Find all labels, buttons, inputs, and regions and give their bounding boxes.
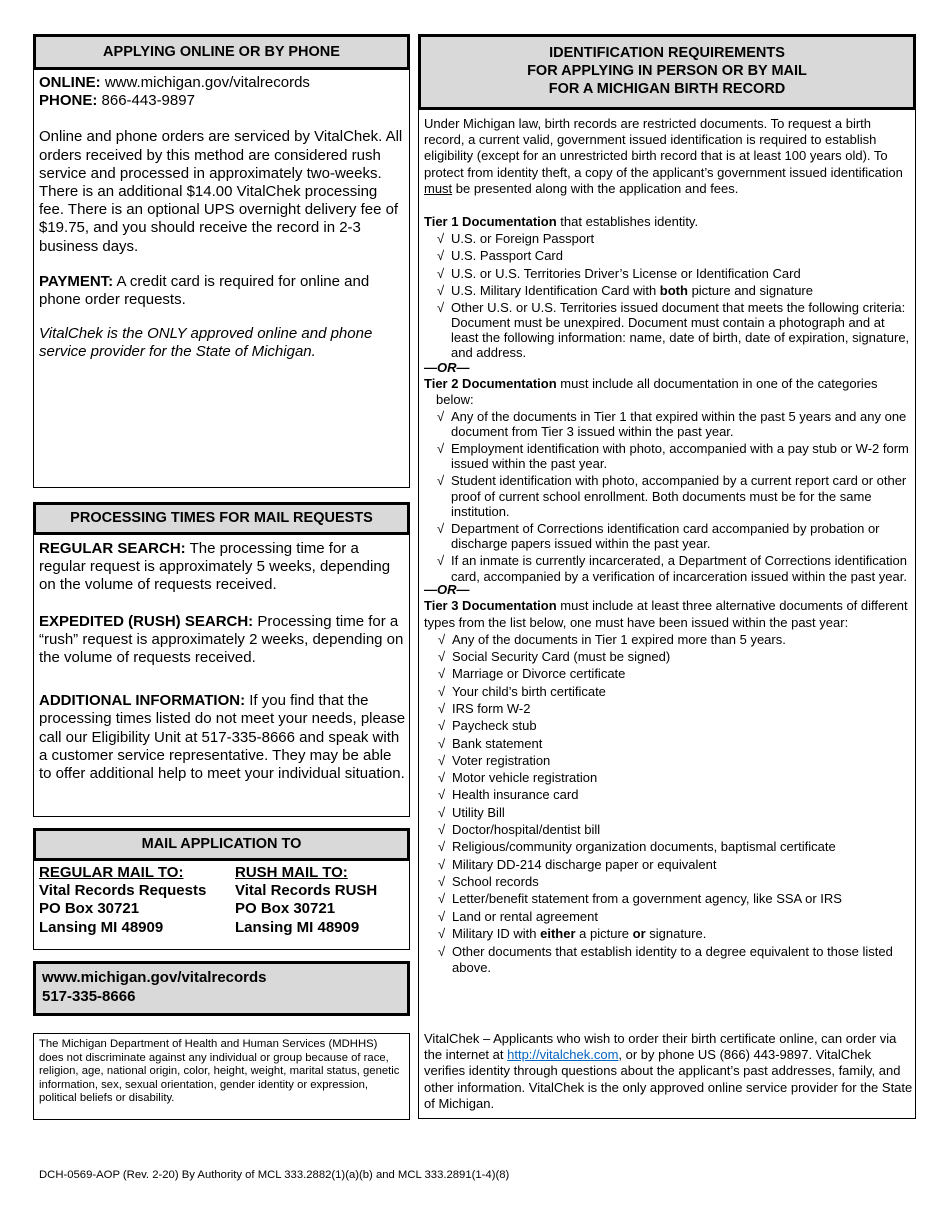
vitalchek-note: VitalChek is the ONLY approved online and phone service provider for the State of Michigan. (39, 325, 373, 361)
list-item: √ Department of Corrections identification card accompanied by probation or discharge papers issued within the past year. (437, 520, 880, 552)
list-item: √ Voter registration (438, 752, 551, 768)
additional-info-label: ADDITIONAL INFORMATION: (39, 692, 246, 710)
list-item: √ Doctor/hospital/dentist bill (438, 822, 601, 838)
online-section-title: APPLYING ONLINE OR BY PHONE (33, 34, 410, 70)
checkmark-icon: √ (438, 735, 446, 751)
tier1-other-item: √ Other U.S. or U.S. Territories issued document that meets the following criteria: Document must be unexpired. Document must contain a photograph and at least the following information: name, date of birth, date of expiration, signature, and address. (437, 300, 910, 361)
checkmark-icon: √ (438, 700, 446, 716)
list-item: √ Letter/benefit statement from a government agency, like SSA or IRS (438, 891, 842, 907)
checkmark-icon: √ (438, 787, 446, 803)
tier1-heading: Tier 1 Documentation that establishes identity. (424, 214, 699, 230)
checkmark-icon: √ (438, 839, 446, 855)
online-section-body (39, 74, 403, 362)
nondiscrimination-text: The Michigan Department of Health and Human Services (MDHHS) does not discriminate against any individual or group because of race, religion, age, national origin, color, height, weight, marital status, genetic information, sex, sexual orientation, gender identity or expression, political beliefs or disability. (39, 1038, 400, 1105)
checkmark-icon: √ (437, 520, 445, 536)
checkmark-icon: √ (438, 873, 446, 889)
regular-search-label: REGULAR SEARCH: (39, 540, 186, 557)
or-divider: —OR— (424, 582, 470, 598)
checkmark-icon: √ (438, 856, 446, 872)
form-footer: DCH-0569-AOP (Rev. 2-20) By Authority of MCL 333.2882(1)(a)(b) and MCL 333.2891(1-4)(8) (39, 1169, 510, 1181)
checkmark-icon: √ (438, 770, 446, 786)
checkmark-icon: √ (437, 408, 445, 424)
list-item: √ Utility Bill (438, 804, 505, 820)
payment-text: A credit card is required for online and phone order requests. (39, 272, 370, 309)
checkmark-icon: √ (438, 822, 446, 838)
list-item: √ Religious/community organization documents, baptismal certificate (438, 839, 836, 855)
processing-section-title: PROCESSING TIMES FOR MAIL REQUESTS (33, 502, 410, 535)
vitalchek-link[interactable]: http://vitalchek.com (507, 1047, 619, 1063)
list-item: √ Social Security Card (must be signed) (438, 649, 671, 665)
list-item: √ Land or rental agreement (438, 908, 598, 924)
rush-mail-heading: RUSH MAIL TO: (235, 864, 348, 881)
list-item: √ Paycheck stub (438, 718, 537, 734)
checkmark-icon: √ (438, 908, 446, 924)
checkmark-icon: √ (438, 891, 446, 907)
checkmark-icon: √ (437, 248, 445, 264)
processing-section-body (39, 540, 406, 783)
checkmark-icon: √ (438, 666, 446, 682)
tier2-list (424, 409, 912, 585)
list-item: √ Motor vehicle registration (438, 770, 598, 786)
identification-body (424, 116, 912, 976)
contact-phone: 517-335-8666 (42, 988, 136, 1005)
or-divider: —OR— (424, 360, 470, 376)
list-item: √ Your child’s birth certificate (438, 683, 606, 699)
checkmark-icon: √ (438, 718, 446, 734)
list-item: √ Employment identification with photo, accompanied with a pay stub or W-2 form issued within the past year. (437, 440, 909, 472)
list-item: √ Any of the documents in Tier 1 expired more than 5 years. (438, 631, 786, 647)
checkmark-icon: √ (437, 265, 445, 281)
tier3-military-item: √ Military ID with either a picture or signature. (438, 925, 707, 941)
list-item: √ If an inmate is currently incarcerated, a Department of Corrections identification card, accompanied by a verification of incarceration issued within the past year. (437, 552, 907, 584)
list-item: √ Student identification with photo, accompanied by a current report card or other proof of current school enrollment. Both documents must be for the same institution. (437, 473, 907, 520)
contact-box (33, 961, 410, 1016)
list-item: √ Bank statement (438, 735, 543, 751)
list-item: √ IRS form W-2 (438, 700, 531, 716)
checkmark-icon: √ (437, 440, 445, 456)
regular-search-text: The processing time for a regular request is approximately 5 weeks, depending on the volume of requests received. (39, 540, 391, 594)
vitalchek-paragraph: VitalChek – Applicants who wish to order their birth certificate online, can order via the internet at http://vitalchek.com, or by phone US (866) 443-9897. VitalChek verifies identity through questions about the applicant’s past addresses, family, and other information. VitalChek is the only approved online service provider for the State of Michigan. (424, 1031, 913, 1111)
online-url: www.michigan.gov/vitalrecords (104, 74, 310, 91)
expedited-search-text: Processing time for a “rush” request is approximately 2 weeks, depending on the volume of requests received. (39, 612, 404, 667)
checkmark-icon: √ (438, 752, 446, 768)
checkmark-icon: √ (438, 631, 446, 647)
identification-section-title: IDENTIFICATION REQUIREMENTS FOR APPLYING IN PERSON OR BY MAIL FOR A MICHIGAN BIRTH RECORD (418, 34, 916, 110)
rush-mail-address: RUSH MAIL TO: Vital Records RUSH PO Box 30721 Lansing MI 48909 (235, 864, 405, 937)
list-item: √ U.S. or Foreign Passport (437, 231, 595, 247)
list-item: √ Marriage or Divorce certificate (438, 666, 626, 682)
list-item: √ Military DD-214 discharge paper or equivalent (438, 856, 717, 872)
expedited-search-label: EXPEDITED (RUSH) SEARCH: (39, 612, 254, 630)
tier1-military-item: √ U.S. Military Identification Card with both picture and signature (437, 282, 813, 298)
phone-label: PHONE: (39, 92, 98, 110)
list-item: √ U.S. Passport Card (437, 248, 563, 264)
regular-mail-heading: REGULAR MAIL TO: (39, 864, 184, 881)
tier3-other-item: √ Other documents that establish identity to a degree equivalent to those listed above. (438, 944, 893, 976)
tier3-heading: Tier 3 Documentation must include at least three alternative documents of different types from the list below, one must have been issued within the past year: (424, 598, 908, 630)
tier2-heading: Tier 2 Documentation must include all documentation in one of the categories below: (424, 376, 878, 408)
checkmark-icon: √ (437, 552, 445, 568)
mail-section-title: MAIL APPLICATION TO (33, 828, 410, 861)
intro-paragraph: Under Michigan law, birth records are restricted documents. To request a birth record, a current valid, government issued identification is required to establish eligibility (except for an unrestricted birth record that is at least 100 years old). To protect from identity theft, a copy of the applicant’s government issued identification must be presented along with the application and fees. (424, 116, 903, 196)
checkmark-icon: √ (437, 231, 445, 247)
tier3-list (424, 632, 912, 925)
contact-url: www.michigan.gov/vitalrecords (42, 969, 267, 986)
checkmark-icon: √ (437, 473, 445, 489)
tier1-list (424, 231, 912, 282)
list-item: √ Health insurance card (438, 787, 579, 803)
online-body-text: Online and phone orders are serviced by VitalChek. All orders received by this method are considered rush service and processed in approximately two-weeks. There is an additional $14.00 VitalChek processing fee. There is an optional UPS overnight delivery fee of $19.75, and you should receive the record in 2-3 business days. (39, 128, 403, 255)
checkmark-icon: √ (438, 683, 446, 699)
list-item: √ U.S. or U.S. Territories Driver’s License or Identification Card (437, 265, 801, 281)
online-label: ONLINE: (39, 74, 101, 91)
list-item: √ Any of the documents in Tier 1 that expired within the past 5 years and any one document from Tier 3 issued within the past year. (437, 408, 907, 440)
list-item: √ School records (438, 873, 539, 889)
phone-number: 866-443-9897 (101, 92, 195, 110)
checkmark-icon: √ (438, 649, 446, 665)
additional-info-text: If you find that the processing times listed do not meet your needs, please call our Eligibility Unit at 517-335-8666 and speak with a customer service representative. They may be able to offer additional help to meet your individual situation. (39, 692, 406, 783)
payment-label: PAYMENT: (39, 272, 114, 290)
regular-mail-address: REGULAR MAIL TO: Vital Records Requests PO Box 30721 Lansing MI 48909 (39, 864, 234, 937)
checkmark-icon: √ (438, 804, 446, 820)
